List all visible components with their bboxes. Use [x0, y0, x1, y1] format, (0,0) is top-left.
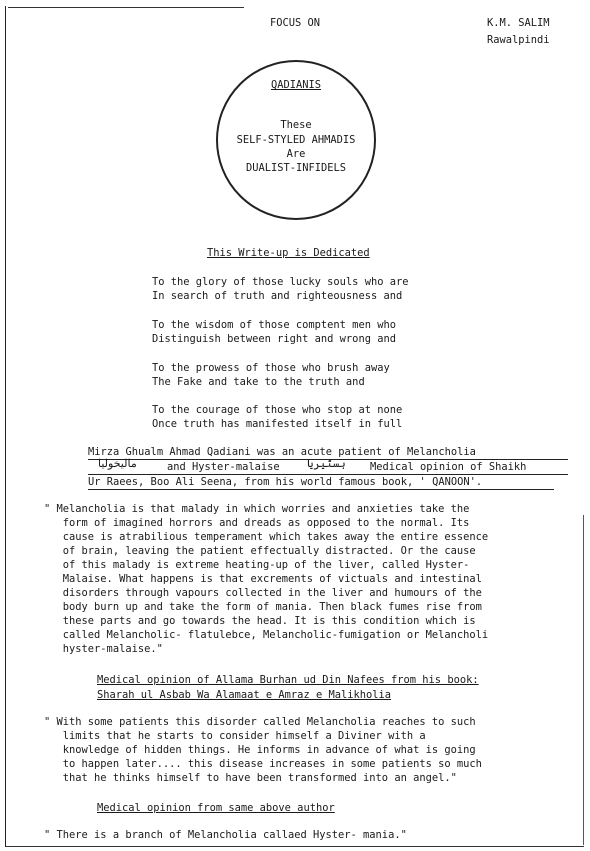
section2-line-2: Sharah ul Asbab Wa Alamaat e Amraz e Malikholia [97, 689, 392, 701]
top-rule [8, 7, 244, 8]
quote1-line: cause is atrabilious temperament which takes away the entire essence [44, 531, 489, 543]
quote1-line: of this malady is extreme heating-up of the liver, called Hyster- [44, 559, 470, 571]
dedication-line: Once truth has manifested itself in full [152, 418, 403, 430]
author-place: Rawalpindi [487, 34, 550, 46]
quote2-line: " With some patients this disorder called Melancholia reaches to such [44, 716, 476, 728]
dedication-line: To the prowess of those who brush away [152, 362, 390, 374]
seal-line-1: These [280, 119, 312, 131]
urdu-hysteria: ہسٹیریا [307, 457, 346, 470]
underline-rule [88, 489, 554, 490]
section1-line-2a: and Hyster-malaise [167, 461, 280, 473]
quote1-line: these parts and go towards the head. It is this condition which is [44, 615, 476, 627]
right-border-line [583, 515, 584, 845]
quote2-line: limits that he starts to consider himself a Diviner with a [44, 730, 426, 742]
section2-line-1: Medical opinion of Allama Burhan ud Din Nafees from his book: [97, 674, 479, 686]
section3-heading: Medical opinion from same above author [97, 802, 335, 814]
dedication-line: To the glory of those lucky souls who are [152, 276, 409, 288]
section1-line-1: Mirza Ghualm Ahmad Qadiani was an acute patient of Melancholia [88, 446, 476, 458]
bottom-rule [6, 846, 584, 847]
seal-line-4: DUALIST-INFIDELS [245, 162, 347, 174]
dedication-line: To the courage of those who stop at none [152, 404, 403, 416]
quote1-line: called Melancholic- flatulebce, Melancholic-fumigation or Melancholi [44, 629, 489, 641]
author-name: K.M. SALIM [487, 17, 550, 29]
quote3-line: " There is a branch of Melancholia callaed Hyster- mania." [44, 829, 407, 841]
section1-line-2b: Medical opinion of Shaikh [370, 461, 527, 473]
dedication-line: To the wisdom of those comptent men who [152, 319, 396, 331]
quote1-line: " Melancholia is that malady in which worries and anxieties take the [44, 503, 470, 515]
quote1-line: form of imagined horrors and dreads as opposed to the normal. Its [44, 517, 470, 529]
dedication-line: In search of truth and righteousness and [152, 290, 403, 302]
left-border-line [5, 6, 6, 847]
section1-line-3: Ur Raees, Boo Ali Seena, from his world famous book, ' QANOON'. [88, 476, 483, 488]
quote1-line: hyster-malaise." [44, 643, 163, 655]
quote2-line: that he thinks himself to have been transformed into an angel." [44, 772, 457, 784]
quote2-line: knowledge of hidden things. He informs in advance of what is going [44, 744, 476, 756]
seal-title: QADIANIS [270, 79, 322, 91]
quote2-line: to happen later.... this disease increases in some patients so much [44, 758, 482, 770]
dedication-line: The Fake and take to the truth and [152, 376, 365, 388]
quote1-line: Malaise. What happens is that excrements of victuals and intestinal [44, 573, 482, 585]
quote1-line: body burn up and take the form of mania. Then black fumes rise from [44, 601, 482, 613]
seal-line-3: Are [286, 148, 306, 160]
focus-on-label: FOCUS ON [270, 17, 321, 29]
quote1-line: of brain, leaving the patient effectually distracted. Or the cause [44, 545, 476, 557]
urdu-melancholia: مالیخولیا [98, 457, 137, 470]
quote1-line: disorders through vapours collected in the liver and humours of the [44, 587, 482, 599]
dedication-line: Distinguish between right and wrong and [152, 333, 396, 345]
seal-line-2: SELF-STYLED AHMADIS [236, 134, 356, 146]
dedication-heading: This Write-up is Dedicated [207, 247, 370, 259]
